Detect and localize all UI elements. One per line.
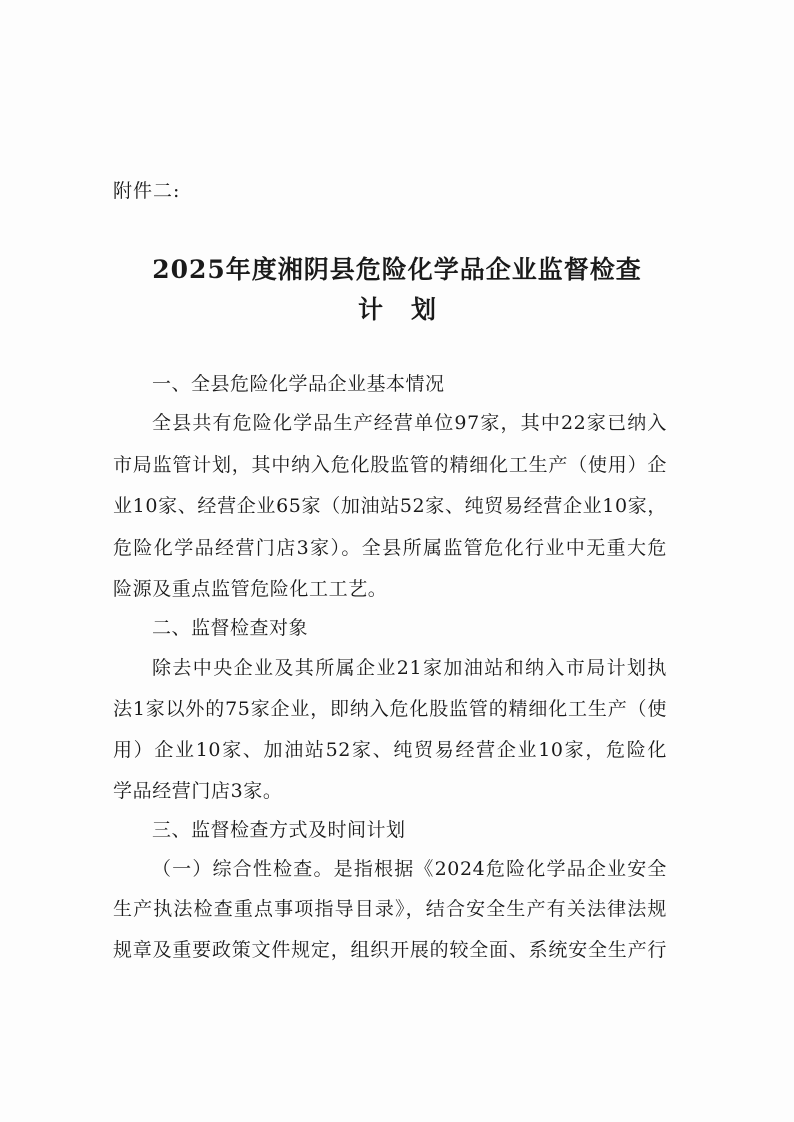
section-1-line: 全县共有危险化学品生产经营单位97家，其中22家已纳入 <box>152 412 667 434</box>
document-title-line2: 计划 <box>357 295 464 324</box>
attachment-label: 附件二: <box>113 180 181 202</box>
section-3-line: 规章及重要政策文件规定，组织开展的较全面、系统安全生产行 <box>113 939 667 961</box>
section-2-line: 学品经营门店3家。 <box>113 780 283 802</box>
section-1-line: 业10家、经营企业65家（加油站52家、纯贸易经营企业10家， <box>113 495 667 517</box>
section-1-heading: 一、全县危险化学品企业基本情况 <box>152 373 445 395</box>
section-3-line: 生产执法检查重点事项指导目录》，结合安全生产有关法律法规 <box>113 898 667 920</box>
section-2-heading: 二、监督检查对象 <box>152 617 309 639</box>
section-2-line: 用）企业10家、加油站52家、纯贸易经营企业10家，危险化 <box>113 739 667 761</box>
section-1-line: 险源及重点监管危险化工工艺。 <box>113 578 388 600</box>
section-2-line: 法1家以外的75家企业，即纳入危化股监管的精细化工生产（使 <box>113 698 667 720</box>
section-1-line: 市局监管计划，其中纳入危化股监管的精细化工生产（使用）企 <box>113 454 667 476</box>
section-2-line: 除去中央企业及其所属企业21家加油站和纳入市局计划执 <box>152 657 667 679</box>
section-1-line: 危险化学品经营门店3家）。全县所属监管危化行业中无重大危 <box>113 537 667 559</box>
section-3-heading: 三、监督检查方式及时间计划 <box>152 819 406 841</box>
section-3-line: （一）综合性检查。是指根据《2024危险化学品企业安全 <box>152 858 667 880</box>
document-title-line1: 2025年度湘阴县危险化学品企业监督检查 <box>152 255 642 284</box>
